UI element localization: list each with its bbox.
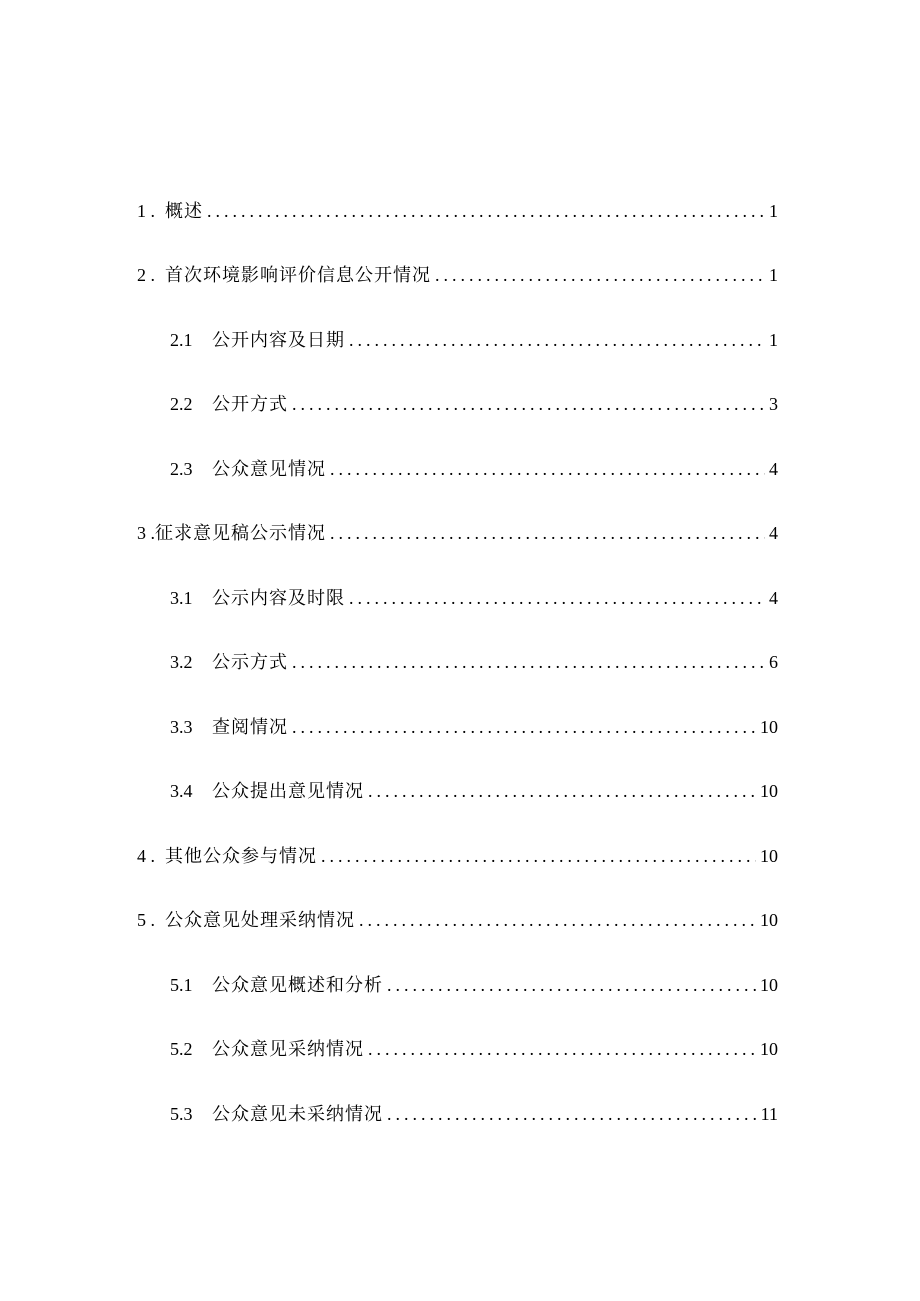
toc-entry-title: 公众意见未采纳情况	[212, 1104, 383, 1125]
dot-leader	[368, 1034, 756, 1064]
dot-leader	[368, 776, 756, 806]
toc-entry-page: 1	[769, 201, 778, 221]
toc-entry-number: 3.3	[170, 717, 193, 737]
toc-entry-title: 公众提出意见情况	[212, 781, 364, 802]
toc-entry-number: 2.2	[170, 394, 193, 414]
toc-entry-page: 4	[769, 523, 778, 543]
toc-entry-title: 公开方式	[212, 394, 288, 415]
toc-entry-3-1[interactable]	[170, 583, 778, 613]
dot-leader	[330, 454, 765, 484]
dot-leader	[387, 1099, 757, 1129]
toc-entry-page: 10	[760, 717, 778, 737]
toc-entry-page: 1	[769, 265, 778, 285]
toc-entry-title: 公众意见概述和分析	[212, 975, 383, 996]
dot-leader	[435, 260, 765, 290]
toc-entry-number: 5.2	[170, 1039, 193, 1059]
toc-entry-page: 4	[769, 459, 778, 479]
toc-entry-5-2[interactable]	[170, 1034, 778, 1064]
toc-entry-number: 5 .	[137, 910, 155, 930]
dot-leader	[321, 841, 756, 871]
toc-entry-3-2[interactable]	[170, 647, 778, 677]
toc-entry-5[interactable]	[137, 905, 778, 935]
toc-entry-title: 公开内容及日期	[212, 330, 345, 351]
toc-entry-title: 概述	[165, 201, 203, 222]
toc-entry-5-3[interactable]	[170, 1099, 778, 1129]
toc-entry-page: 10	[760, 975, 778, 995]
dot-leader	[349, 583, 765, 613]
toc-entry-number: 5.3	[170, 1104, 193, 1124]
toc-entry-2-3[interactable]	[170, 454, 778, 484]
toc-entry-page: 10	[760, 1039, 778, 1059]
toc-entry-3-4[interactable]	[170, 776, 778, 806]
toc-entry-number: 5.1	[170, 975, 193, 995]
toc-entry-number: 3.1	[170, 588, 193, 608]
toc-entry-page: 4	[769, 588, 778, 608]
dot-leader	[359, 905, 756, 935]
toc-entry-title: 公众意见情况	[212, 459, 326, 480]
toc-entry-page: 10	[760, 910, 778, 930]
dot-leader	[292, 712, 756, 742]
toc-entry-page: 1	[769, 330, 778, 350]
dot-leader	[387, 970, 756, 1000]
toc-entry-number: 3 .	[137, 523, 155, 543]
toc-entry-title: 公众意见采纳情况	[212, 1039, 364, 1060]
toc-entry-2-1[interactable]	[170, 325, 778, 355]
toc-entry-page: 11	[760, 1104, 778, 1124]
toc-entry-number: 3.4	[170, 781, 193, 801]
toc-entry-page: 10	[760, 846, 778, 866]
toc-entry-page: 6	[769, 652, 778, 672]
toc-entry-number: 1 .	[137, 201, 155, 221]
toc-entry-3[interactable]	[137, 518, 778, 548]
toc-entry-number: 4 .	[137, 846, 155, 866]
toc-entry-number: 2.3	[170, 459, 193, 479]
toc-entry-number: 2 .	[137, 265, 155, 285]
toc-entry-number: 2.1	[170, 330, 193, 350]
toc-entry-title: 查阅情况	[212, 717, 288, 738]
toc-entry-page: 3	[769, 394, 778, 414]
toc-entry-title: 公众意见处理采纳情况	[165, 910, 355, 931]
toc-entry-2[interactable]	[137, 260, 778, 290]
toc-entry-2-2[interactable]	[170, 389, 778, 419]
dot-leader	[207, 196, 765, 226]
toc-entry-title: 公示方式	[212, 652, 288, 673]
toc-entry-title: 征求意见稿公示情况	[155, 523, 326, 544]
toc-entry-4[interactable]	[137, 841, 778, 871]
dot-leader	[292, 389, 765, 419]
toc-entry-title: 公示内容及时限	[212, 588, 345, 609]
toc-entry-5-1[interactable]	[170, 970, 778, 1000]
toc-entry-page: 10	[760, 781, 778, 801]
dot-leader	[330, 518, 765, 548]
dot-leader	[292, 647, 765, 677]
toc-entry-number: 3.2	[170, 652, 193, 672]
toc-entry-title: 首次环境影响评价信息公开情况	[165, 265, 431, 286]
toc-entry-title: 其他公众参与情况	[165, 846, 317, 867]
dot-leader	[349, 325, 765, 355]
toc-entry-1[interactable]	[137, 196, 778, 226]
toc-entry-3-3[interactable]	[170, 712, 778, 742]
